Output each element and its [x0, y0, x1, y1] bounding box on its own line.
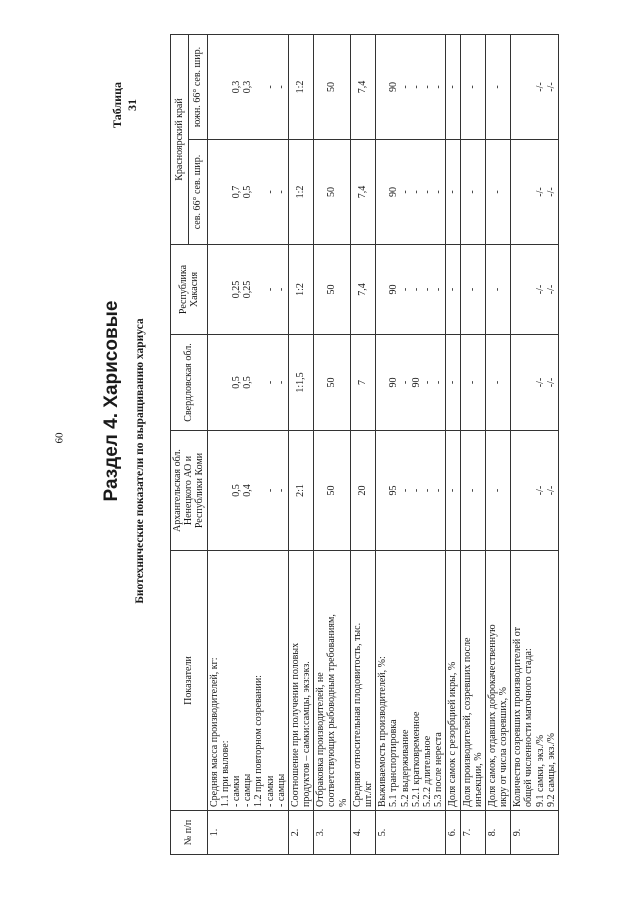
value-cell — [511, 431, 559, 551]
value-line: 50 — [326, 82, 338, 92]
value-line: -/- — [545, 485, 557, 496]
value-line: 0,5 — [242, 376, 254, 389]
value-line: - — [264, 380, 276, 385]
value-line: 90 — [388, 82, 400, 92]
value-line: 50 — [326, 284, 338, 295]
indicator-cell — [511, 551, 559, 811]
value-line — [523, 38, 534, 136]
value-line — [523, 248, 534, 331]
value-line: 0,3 — [242, 80, 254, 94]
value-line — [209, 248, 220, 331]
value-cell — [446, 431, 460, 551]
rotated-table-wrapper — [170, 35, 610, 855]
header-num: № п/п — [171, 811, 208, 855]
value-cell — [511, 335, 559, 431]
value-line — [512, 143, 523, 241]
value-line — [377, 434, 388, 547]
indicator-line: продуктов – самки:самцы, экз:экз. — [301, 661, 313, 807]
value-line: - — [467, 85, 479, 89]
value-line: - — [410, 287, 422, 292]
value-line: 7,4 — [357, 80, 369, 94]
value-line — [523, 338, 534, 427]
value-line: -/- — [545, 377, 557, 388]
indicator-cell — [288, 551, 313, 811]
value-line: - — [264, 190, 276, 194]
indicator-line: икру от числа созревших, % — [498, 687, 510, 807]
value-line — [209, 338, 220, 427]
value-cell — [485, 140, 510, 245]
row-number: 3. — [314, 811, 351, 855]
value-line — [253, 38, 264, 136]
value-cell — [350, 35, 375, 140]
indicator-line: 5.1 транспортировка — [388, 719, 400, 807]
value-line: 50 — [326, 377, 338, 388]
value-line: - — [399, 287, 411, 292]
value-line: - — [275, 380, 287, 385]
header-khakassia: Республика Хакасия — [171, 245, 208, 335]
value-line: - — [447, 287, 459, 292]
indicator-line: Доля самок с резорбцией икры, % — [447, 661, 459, 807]
value-line: - — [275, 488, 287, 493]
value-line: - — [399, 85, 411, 89]
indicator-line: Средняя относительная плодовитость, тыс. — [351, 622, 363, 807]
value-cell — [485, 335, 510, 431]
indicator-cell — [314, 551, 351, 811]
row-number: 4. — [350, 811, 375, 855]
table-row — [485, 35, 510, 855]
value-line: 90 — [388, 377, 400, 388]
value-cell — [207, 335, 288, 431]
row-number: 6. — [446, 811, 460, 855]
table-row — [207, 35, 288, 855]
indicator-line: 9.2 самцы, экз./% — [545, 733, 557, 807]
value-line: 0,25 — [242, 280, 254, 299]
page-number: 60 — [53, 432, 66, 444]
value-line: - — [433, 85, 445, 89]
value-cell — [314, 335, 351, 431]
value-line: - — [410, 85, 422, 89]
indicator-cell — [207, 551, 288, 811]
value-line: - — [467, 380, 479, 385]
table-body — [207, 35, 558, 855]
value-cell — [376, 431, 446, 551]
value-cell — [288, 35, 313, 140]
value-cell — [288, 335, 313, 431]
value-line: - — [492, 85, 504, 89]
value-cell — [314, 431, 351, 551]
indicator-line: Средняя масса производителей, кг: — [208, 657, 220, 807]
value-line: - — [447, 488, 459, 493]
value-line: 7,4 — [357, 185, 369, 199]
row-number: 7. — [460, 811, 485, 855]
indicator-line: 9.1 самки, экз./% — [534, 734, 546, 807]
value-cell — [446, 335, 460, 431]
value-line: -/- — [545, 284, 557, 295]
value-line: - — [433, 287, 445, 292]
value-line: -/- — [534, 284, 546, 295]
indicator-line: Доля самок, отдавших доброкачественную — [486, 624, 498, 807]
row-number: 9. — [511, 811, 559, 855]
value-cell — [460, 140, 485, 245]
value-cell — [207, 431, 288, 551]
value-cell — [460, 335, 485, 431]
value-line — [253, 434, 264, 547]
value-line: -/- — [534, 187, 546, 197]
value-line: - — [467, 488, 479, 493]
header-sverdlovsk: Свердловская обл. — [171, 335, 208, 431]
indicator-line: - самцы — [275, 773, 287, 807]
value-line: 2:1 — [295, 484, 307, 497]
value-line: - — [264, 85, 276, 89]
value-line — [377, 338, 388, 427]
value-line: - — [421, 190, 433, 194]
value-line: 0,5 — [230, 484, 242, 497]
value-line — [377, 38, 388, 136]
value-cell — [446, 245, 460, 335]
table-number: Таблица 31 — [110, 82, 139, 128]
value-line: - — [492, 190, 504, 194]
value-line: - — [467, 287, 479, 292]
indicator-line: общей численности маточного стада: — [523, 648, 535, 807]
value-cell — [485, 245, 510, 335]
header-krasnoyarsk-north: сев. 66° сев. шир. — [189, 140, 207, 245]
value-cell — [511, 35, 559, 140]
value-line: 0,3 — [230, 80, 242, 94]
indicator-line: шт./кг — [363, 781, 374, 807]
value-line: 20 — [357, 485, 369, 496]
indicator-cell — [460, 551, 485, 811]
value-cell — [288, 245, 313, 335]
value-line: - — [421, 85, 433, 89]
value-cell — [460, 35, 485, 140]
indicator-line: 5.2 выдерживание — [399, 729, 411, 807]
value-line — [523, 434, 534, 547]
indicator-line: Соотношение при получении половых — [289, 642, 301, 807]
value-line: - — [399, 190, 411, 194]
biotech-table — [170, 34, 559, 855]
value-line — [253, 143, 264, 241]
value-line — [512, 248, 523, 331]
indicator-line: Количество созревших производителей от — [512, 627, 524, 807]
value-line: 90 — [388, 284, 400, 295]
value-line — [512, 338, 523, 427]
indicator-cell — [350, 551, 375, 811]
value-line: 7,4 — [357, 283, 369, 296]
indicator-cell — [485, 551, 510, 811]
value-line: - — [467, 190, 479, 194]
value-line: 1:2 — [295, 185, 307, 199]
value-cell — [376, 335, 446, 431]
value-line: - — [492, 380, 504, 385]
indicator-line: 5.2.1 кратковременное — [410, 711, 422, 807]
value-cell — [376, 245, 446, 335]
indicator-line: Отбраковка производителей, не — [315, 672, 327, 807]
indicator-line: 1.2 при повторном созревании: — [253, 675, 265, 807]
value-cell — [376, 140, 446, 245]
value-line: 90 — [388, 187, 400, 197]
value-cell — [485, 431, 510, 551]
value-cell — [350, 140, 375, 245]
value-line: 0,7 — [230, 185, 242, 199]
value-line: - — [410, 488, 422, 493]
value-line: 7 — [357, 380, 369, 385]
value-cell — [314, 140, 351, 245]
value-line: - — [264, 488, 276, 493]
table-row — [350, 35, 375, 855]
value-line: - — [410, 190, 422, 194]
value-cell — [511, 140, 559, 245]
value-line: 0,25 — [230, 280, 242, 299]
value-line: -/- — [534, 82, 546, 92]
table-row — [446, 35, 460, 855]
indicator-cell — [446, 551, 460, 811]
indicator-line: - самки — [264, 775, 276, 807]
value-cell — [350, 245, 375, 335]
value-cell — [207, 140, 288, 245]
value-line: 0,5 — [242, 185, 254, 199]
indicator-line: соответствующих рыбоводным требованиям, — [326, 614, 338, 807]
row-number: 8. — [485, 811, 510, 855]
indicator-line: % — [337, 798, 349, 807]
value-line: - — [421, 488, 433, 493]
value-cell — [288, 140, 313, 245]
value-line — [220, 143, 231, 241]
value-line: - — [492, 287, 504, 292]
table-row — [460, 35, 485, 855]
value-line: - — [264, 287, 276, 292]
value-line: 90 — [410, 377, 422, 388]
header-arkhangelsk: Архангельская обл. Ненецкого АО и Республики Коми — [171, 431, 208, 551]
value-line: - — [433, 380, 445, 385]
row-number: 1. — [207, 811, 288, 855]
value-line — [209, 434, 220, 547]
value-line — [377, 248, 388, 331]
value-line — [209, 38, 220, 136]
value-line: - — [447, 380, 459, 385]
value-line: 50 — [326, 485, 338, 496]
indicator-line: - самки — [230, 775, 242, 807]
value-cell — [350, 335, 375, 431]
value-line: -/- — [534, 377, 546, 388]
value-line: -/- — [545, 187, 557, 197]
value-line: 0,5 — [230, 376, 242, 389]
value-line — [220, 248, 231, 331]
value-cell — [288, 431, 313, 551]
row-number: 2. — [288, 811, 313, 855]
value-line: - — [421, 287, 433, 292]
value-cell — [446, 140, 460, 245]
section-title: Раздел 4. Харисовые — [101, 300, 122, 502]
indicator-line: 1.1 при вылове: — [219, 740, 231, 807]
value-line — [523, 143, 534, 241]
header-indicator: Показатели — [171, 551, 208, 811]
value-line: - — [275, 287, 287, 292]
value-line: - — [275, 85, 287, 89]
value-cell — [207, 35, 288, 140]
header-krasnoyarsk-south: южн. 66° сев. шир. — [189, 35, 207, 140]
value-line — [209, 143, 220, 241]
value-cell — [511, 245, 559, 335]
value-cell — [314, 245, 351, 335]
indicator-cell — [376, 551, 446, 811]
value-line: - — [492, 488, 504, 493]
value-line — [220, 38, 231, 136]
value-cell — [376, 35, 446, 140]
value-line: 1:1,5 — [295, 372, 307, 393]
value-line: - — [399, 380, 411, 385]
value-cell — [314, 35, 351, 140]
value-line — [253, 338, 264, 427]
value-line: - — [433, 190, 445, 194]
value-line: - — [433, 488, 445, 493]
value-line — [512, 38, 523, 136]
value-cell — [350, 431, 375, 551]
value-line: -/- — [534, 485, 546, 496]
indicator-line: Выживаемость производителей, %: — [377, 656, 389, 807]
value-cell — [460, 431, 485, 551]
table-row — [511, 35, 559, 855]
indicator-line: - самцы — [242, 773, 254, 807]
table-title: Биотехнические показатели по выращиванию хариуса — [134, 318, 146, 604]
table-row — [288, 35, 313, 855]
value-cell — [446, 35, 460, 140]
value-line: 50 — [326, 187, 338, 197]
value-line: 1:2 — [295, 80, 307, 94]
value-line — [512, 434, 523, 547]
indicator-line: 5.2.2 длительное — [421, 735, 433, 807]
value-line — [220, 338, 231, 427]
header-krasnoyarsk: Красноярский край — [171, 35, 189, 245]
value-line: -/- — [545, 82, 557, 92]
value-cell — [207, 245, 288, 335]
table-row — [314, 35, 351, 855]
value-line: - — [447, 190, 459, 194]
value-line — [377, 143, 388, 241]
value-line: - — [399, 488, 411, 493]
value-cell — [485, 35, 510, 140]
value-line: 0,4 — [242, 484, 254, 497]
value-cell — [460, 245, 485, 335]
row-number: 5. — [376, 811, 446, 855]
value-line: 1:2 — [295, 283, 307, 296]
value-line: - — [447, 85, 459, 89]
value-line: - — [275, 190, 287, 194]
indicator-line: Доля производителей, созревших после — [461, 637, 473, 807]
value-line — [220, 434, 231, 547]
value-line — [253, 248, 264, 331]
table-row — [376, 35, 446, 855]
value-line: - — [421, 380, 433, 385]
indicator-line: 5.3 после нереста — [433, 732, 445, 807]
indicator-line: инъекции, % — [472, 752, 484, 807]
value-line: 95 — [388, 485, 400, 496]
